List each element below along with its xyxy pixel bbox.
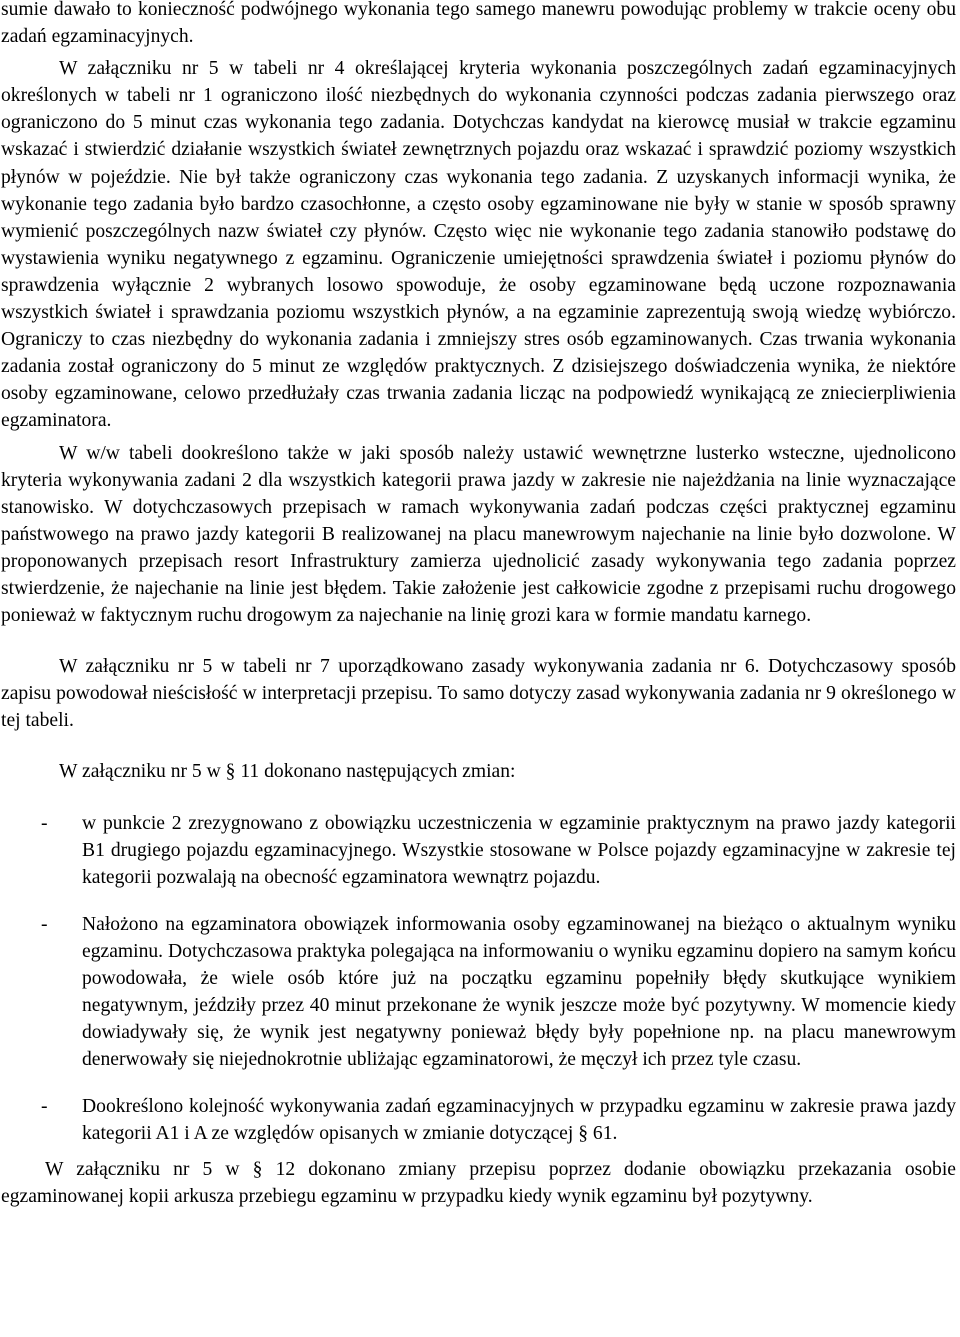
document-page [1, 0, 956, 1215]
list-item [1, 1093, 956, 1147]
paragraph-continuation: sumie dawało to konieczność podwójnego wykonania tego samego manewru powodując problemy w trakcie oceny obu zadań egzaminacyjnych. [1, 0, 956, 48]
list-dash-marker: - [41, 1096, 48, 1118]
changes-list [1, 810, 956, 1148]
paragraph-table-4-criteria: W załączniku nr 5 w tabeli nr 4 określającej kryteria wykonania poszczególnych zadań egzaminacyjnych określonych w tabeli nr 1 ograniczono ilość niezbędnych do wykonania czynności podczas zadania pierwszego oraz ograniczono do 5 minut czas wykonania tego zadania. Dotychczas kandydat na kierowcę musiał w trakcie egzaminu wskazać i stwierdzić działanie wszystkich świateł zewnętrznych pojazdu oraz wskazać i sprawdzić poziomy wszystkich płynów w pojeździe. Nie był także ograniczony czas wykonania tego zadania. Z uzyskanych informacji wynika, że wykonanie tego zadania było bardzo czasochłonne, a często osoby egzaminowane nie były w stanie w sposób sprawny wymienić poszczególnych nazw świateł czy płynów. Często więc nie wykonanie tego zadania stanowiło podstawę do wystawienia wyniku negatywnego z egzaminu. Ograniczenie umiejętności sprawdzenia świateł i poziomu płynów do sprawdzenia wyłącznie 2 wybranych losowo spowoduje, że osoby egzaminowane będą uczone rozpoznawania wszystkich świateł i sprawdzania poziomu wszystkich płynów, a na egzaminie zaprezentują swoją wiedzę wybiórczo. Ograniczy to czas niezbędny do wykonania zadania i zmniejszy stres osób egzaminowanych. Czas trwania wykonania zadania został ograniczony do 5 minut ze względów praktycznych. Z dzisiejszego doświadczenia wynika, że niektóre osoby egzaminowane, celowo przedłużały czas trwania zadania licząc na podpowiedź wynikającą ze zniecierpliwienia egzaminatora. [1, 58, 956, 432]
paragraph-section-11-intro: W załączniku nr 5 w § 11 dokonano następujących zmian: [59, 761, 516, 783]
list-item [1, 911, 956, 1074]
list-dash-marker: - [41, 812, 48, 834]
paragraph-section-12: W załączniku nr 5 w § 12 dokonano zmiany przepisu poprzez dodanie obowiązku przekazania osobie egzaminowanej kopii arkusza przebiegu egzaminu w przypadku kiedy wynik egzaminu był pozytywny. [1, 1158, 956, 1207]
list-item-text: w punkcie 2 zrezygnowano z obowiązku uczestniczenia w egzaminie praktycznym na prawo jazdy kategorii B1 drugiego pojazdu egzaminacyjnego. Wszystkie stosowane w Polsce pojazdy egzaminacyjne w zakresie tej kategorii pozwalają na obecność egzaminatora wewnątrz pojazdu. [82, 812, 956, 888]
list-item-text: Nałożono na egzaminatora obowiązek informowania osoby egzaminowanej na bieżąco o aktualnym wyniku egzaminu. Dotychczasowa praktyka polegająca na informowaniu o wyniku egzaminu dopiero na samym końcu powodowała, że wiele osób które już na początku egzaminu popełniły błędy skutkujące wynikiem negatywnym, jeździły przez 40 minut przekonane że wynik jeszcze może być pozytywny. W momencie kiedy dowiadywały się, że wynik jest negatywny ponieważ błędy były popełnione np. na placu manewrowym denerwowały się niejednokrotnie ubliżając egzaminatorowi, że męczył ich przez tyle czasu. [82, 913, 956, 1071]
list-item-text: Dookreślono kolejność wykonywania zadań egzaminacyjnych w przypadku egzaminu w zakresie prawa jazdy kategorii A1 i A ze względów opisanych w zmianie dotyczącej § 61. [82, 1096, 956, 1145]
paragraph-table-7: W załączniku nr 5 w tabeli nr 7 uporządkowano zasady wykonywania zadania nr 6. Dotychczasowy sposób zapisu powodował nieścisłość w interpretacji przepisu. To samo dotyczy zasad wykonywania zadania nr 9 określonego w tej tabeli. [1, 656, 956, 732]
paragraph-mirror-and-lines: W w/w tabeli dookreślono także w jaki sposób należy ustawić wewnętrzne lusterko wsteczne, ujednolicono kryteria wykonywania zadani 2 dla wszystkich kategorii prawa jazdy w zakresie nie najeżdżania na linie wyznaczające stanowisko. W dotychczasowych przepisach w ramach wykonywania zadań podczas części praktycznej egzaminu państwowego na prawo jazdy kategorii B realizowanej na placu manewrowym najechanie na linie było dozwolone. W proponowanych przepisach resort Infrastruktury zamierza ujednolicić zasady wykonywania tego zadania poprzez stwierdzenie, że najechanie na linie jest błędem. Takie założenie jest całkowicie zgodne z przepisami ruchu drogowego ponieważ w faktycznym ruchu drogowym za najechanie na linię grozi kara w formie mandatu karnego. [1, 442, 956, 627]
list-dash-marker: - [41, 913, 48, 935]
list-item [1, 810, 956, 891]
